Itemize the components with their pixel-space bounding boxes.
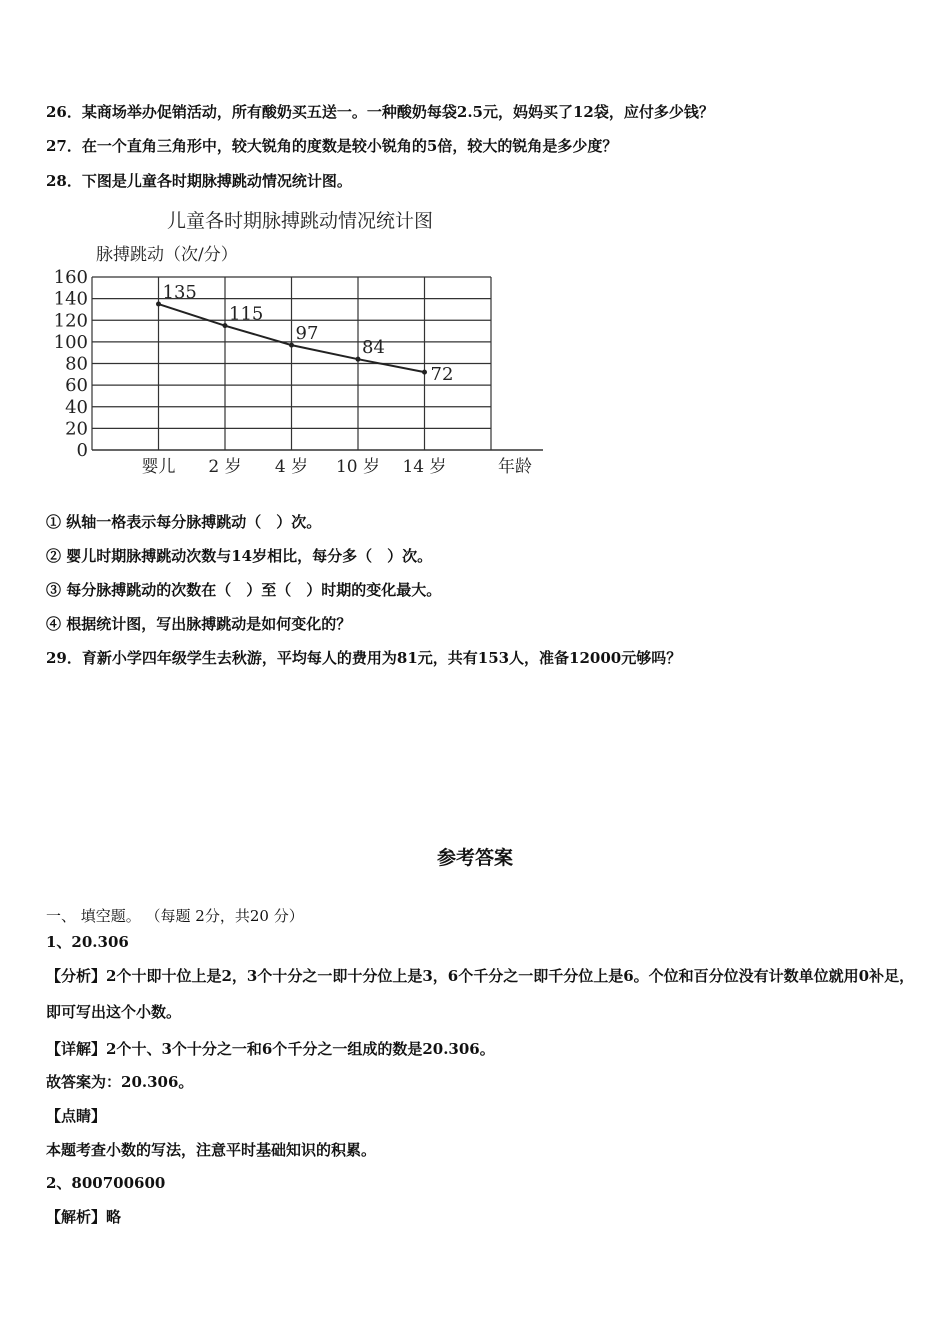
answer-2-label: 2、800700600 (46, 1174, 166, 1192)
y-tick-label: 100 (53, 331, 88, 353)
chart-y-ticks (54, 267, 88, 461)
answer-1-label: 1、20.306 (46, 933, 129, 951)
data-point (422, 370, 427, 375)
answers-title: 参考答案 (436, 847, 513, 869)
y-tick-label: 0 (76, 440, 88, 461)
chart-series (156, 282, 453, 385)
question-29: 29．育新小学四年级学生去秋游，平均每人的费用为81元，共有153人，准备12000元够吗？ (46, 649, 682, 667)
answer-2-analysis: 【解析】略 (46, 1208, 122, 1226)
data-label: 135 (162, 282, 197, 304)
pulse-line-chart (40, 200, 560, 490)
question-28-sub-1: ① 纵轴一格表示每分脉搏跳动（ ）次。 (46, 513, 322, 531)
y-tick-label: 160 (53, 267, 88, 288)
data-label: 115 (229, 303, 264, 325)
chart-ylabel: 脉搏跳动（次/分） (96, 245, 238, 265)
chart-title: 儿童各时期脉搏跳动情况统计图 (166, 210, 434, 232)
answer-1-detail: 【详解】2个十、3个十分之一和6个千分之一组成的数是20.306。 (46, 1040, 495, 1058)
y-tick-label: 120 (53, 310, 88, 332)
data-point (356, 357, 361, 362)
y-tick-label: 20 (65, 418, 88, 440)
data-point (156, 302, 161, 307)
data-point (223, 323, 228, 328)
answer-1-analysis: 【分析】2个十即十位上是2，3个十分之一即十分位上是3，6个千分之一即千分位上是6。个位和百分位没有计数单位就用0补足，即可写出这个小数。 (46, 967, 915, 1021)
y-tick-label: 40 (65, 396, 88, 418)
question-27: 27．在一个直角三角形中，较大锐角的度数是较小锐角的5倍，较大的锐角是多少度？ (46, 137, 618, 155)
data-label: 84 (362, 337, 385, 359)
question-26: 26．某商场举办促销活动，所有酸奶买五送一。一种酸奶每袋2.5元，妈妈买了12袋，应付多少钱？ (46, 103, 714, 121)
x-tick-label: 婴儿 (141, 457, 176, 477)
question-28-sub-4: ④ 根据统计图，写出脉搏跳动是如何变化的？ (46, 615, 352, 633)
chart-xlabel: 年龄 (498, 457, 532, 477)
data-label: 97 (295, 323, 319, 345)
data-point (289, 343, 294, 348)
x-tick-label: 14 岁 (402, 457, 447, 477)
answer-1-remark: 本题考查小数的写法，注意平时基础知识的积累。 (46, 1141, 377, 1159)
answer-1-remark-label: 【点睛】 (46, 1107, 107, 1125)
x-tick-label: 4 岁 (274, 457, 309, 477)
answer-1-result: 故答案为：20.306。 (46, 1073, 194, 1091)
y-tick-label: 140 (53, 288, 88, 310)
data-label: 72 (430, 364, 454, 386)
section-heading: 一、 填空题。 （每题 2分，共20 分） (46, 907, 304, 925)
question-28: 28．下图是儿童各时期脉搏跳动情况统计图。 (46, 172, 352, 190)
y-tick-label: 80 (65, 353, 88, 375)
question-28-sub-3: ③ 每分脉搏跳动的次数在（ ）至（ ）时期的变化最大。 (46, 581, 442, 599)
chart-x-ticks (142, 457, 447, 477)
question-28-sub-2: ② 婴儿时期脉搏跳动次数与14岁相比，每分多（ ）次。 (46, 547, 433, 565)
x-tick-label: 2 岁 (208, 457, 242, 477)
x-tick-label: 10 岁 (335, 457, 381, 477)
y-tick-label: 60 (65, 375, 88, 397)
